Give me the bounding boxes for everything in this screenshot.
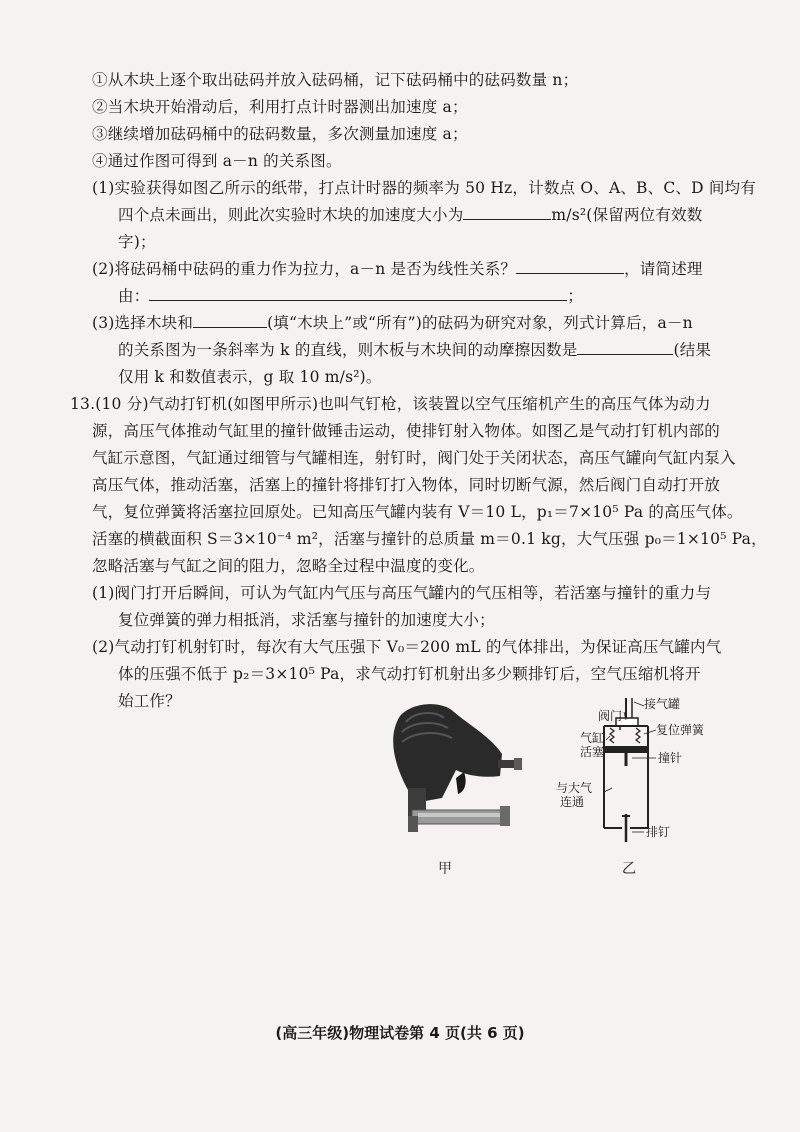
q12-part1-unit: m/s²(保留两位有效数 bbox=[551, 206, 703, 224]
q13-line6: 活塞的横截面积 S＝3×10⁻⁴ m²，活塞与撞针的总质量 m＝0.1 kg，大气压强 p₀＝1×10⁵ Pa， bbox=[92, 530, 767, 548]
label-atm-1: 与大气 bbox=[556, 781, 593, 795]
q13-line3: 气缸示意图，气缸通过细管与气罐相连，射钉时，阀门处于关闭状态，高压气罐向气缸内泵入 bbox=[92, 449, 736, 467]
step-2: ②当木块开始滑动后，利用打点计时器测出加速度 a； bbox=[92, 98, 468, 116]
q12-part1-line3: 字)； bbox=[118, 233, 156, 251]
q13-line1: 13.(10 分)气动打钉机(如图甲所示)也叫气钉枪，该装置以空气压缩机产生的高压气体为动力 bbox=[70, 395, 711, 413]
answer-blank-acceleration[interactable] bbox=[463, 205, 551, 220]
label-nails: 排钉 bbox=[646, 825, 671, 839]
step-1: ①从木块上逐个取出砝码并放入砝码桶，记下砝码桶中的砝码数量 n； bbox=[92, 71, 579, 89]
label-valve: 阀门 bbox=[598, 709, 623, 723]
step-3: ③继续增加砝码桶中的砝码数量，多次测量加速度 a； bbox=[92, 125, 468, 143]
q12-part2-end: ； bbox=[567, 287, 584, 305]
q13-part1-line2: 复位弹簧的弹力相抵消，求活塞与撞针的加速度大小； bbox=[118, 611, 495, 629]
q12-part2-reason-label: 由： bbox=[118, 287, 150, 305]
q13-part1-line1: (1)阀门打开后瞬间，可认为气缸内气压与高压气罐内的气压相等，若活塞与撞针的重力与 bbox=[92, 584, 712, 602]
q12-part3-line3: 仅用 k 和数值表示，g 取 10 m/s²)。 bbox=[118, 368, 382, 386]
diagram-leader-lines bbox=[560, 696, 700, 856]
nail-gun-photo bbox=[372, 698, 532, 848]
answer-blank-reason[interactable] bbox=[149, 286, 567, 301]
caption-left: 甲 bbox=[438, 861, 452, 877]
q13-part2-line1: (2)气动打钉机射钉时，每次有大气压强下 V₀＝200 mL 的气体排出，为保证高压气罐内气 bbox=[92, 638, 722, 656]
label-spring: 复位弹簧 bbox=[656, 723, 705, 737]
label-atm-2: 连通 bbox=[560, 795, 585, 809]
q12-part3-text3: 的关系图为一条斜率为 k 的直线，则木板与木块间的动摩擦因数是 bbox=[118, 341, 578, 359]
q12-part2-line2 bbox=[118, 286, 583, 306]
q12-part3-line2 bbox=[118, 340, 711, 360]
label-striker: 撞针 bbox=[658, 751, 683, 765]
q13-line5: 气，复位弹簧将活塞拉回原处。已知高压气罐内装有 V＝10 L，p₁＝7×10⁵ Pa 的高压气体。 bbox=[92, 503, 743, 521]
q12-part2-text: (2)将砝码桶中砝码的重力作为拉力，a－n 是否为线性关系？ bbox=[92, 260, 517, 278]
q12-part2-text2: ，请简述理 bbox=[624, 260, 703, 278]
q12-part3-text2: (填“木块上”或“所有”)的砝码为研究对象，列式计算后，a－n bbox=[267, 314, 693, 332]
label-piston: 活塞 bbox=[580, 745, 605, 759]
page-footer: (高三年级)物理试卷第 4 页(共 6 页) bbox=[275, 1024, 525, 1042]
label-tank: 接气罐 bbox=[644, 697, 681, 711]
q13-line4: 高压气体，推动活塞，活塞上的撞针将排钉打入物体，同时切断气源，然后阀门自动打开放 bbox=[92, 476, 721, 494]
label-cylinder: 气缸 bbox=[580, 731, 605, 745]
answer-blank-friction[interactable] bbox=[577, 340, 673, 355]
q13-line7: 忽略活塞与气缸之间的阻力，忽略全过程中温度的变化。 bbox=[92, 557, 485, 575]
q12-part3-text: (3)选择木块和 bbox=[92, 314, 194, 332]
answer-blank-object[interactable] bbox=[193, 313, 267, 328]
q13-line2: 源，高压气体推动气缸里的撞针做锤击运动，使排钉射入物体。如图乙是气动打钉机内部的 bbox=[92, 422, 721, 440]
caption-right: 乙 bbox=[622, 861, 636, 877]
q13-part2-line3: 始工作？ bbox=[118, 692, 181, 710]
q12-part2-line1 bbox=[92, 259, 703, 279]
q12-part3-text4: (结果 bbox=[673, 341, 712, 359]
q13-part2-line2: 体的压强不低于 p₂＝3×10⁵ Pa，求气动打钉机射出多少颗排钉后，空气压缩机将开 bbox=[118, 665, 701, 683]
q12-part1-line2 bbox=[118, 205, 702, 225]
step-4: ④通过作图可得到 a－n 的关系图。 bbox=[92, 152, 342, 170]
q12-part3-line1 bbox=[92, 313, 693, 333]
q12-part1-line1: (1)实验获得如图乙所示的纸带，打点计时器的频率为 50 Hz，计数点 O、A、B、C、D 间均有 bbox=[92, 179, 756, 197]
answer-blank-linear[interactable] bbox=[516, 259, 624, 274]
q12-part1-text: 四个点未画出，则此次实验时木块的加速度大小为 bbox=[118, 206, 464, 224]
